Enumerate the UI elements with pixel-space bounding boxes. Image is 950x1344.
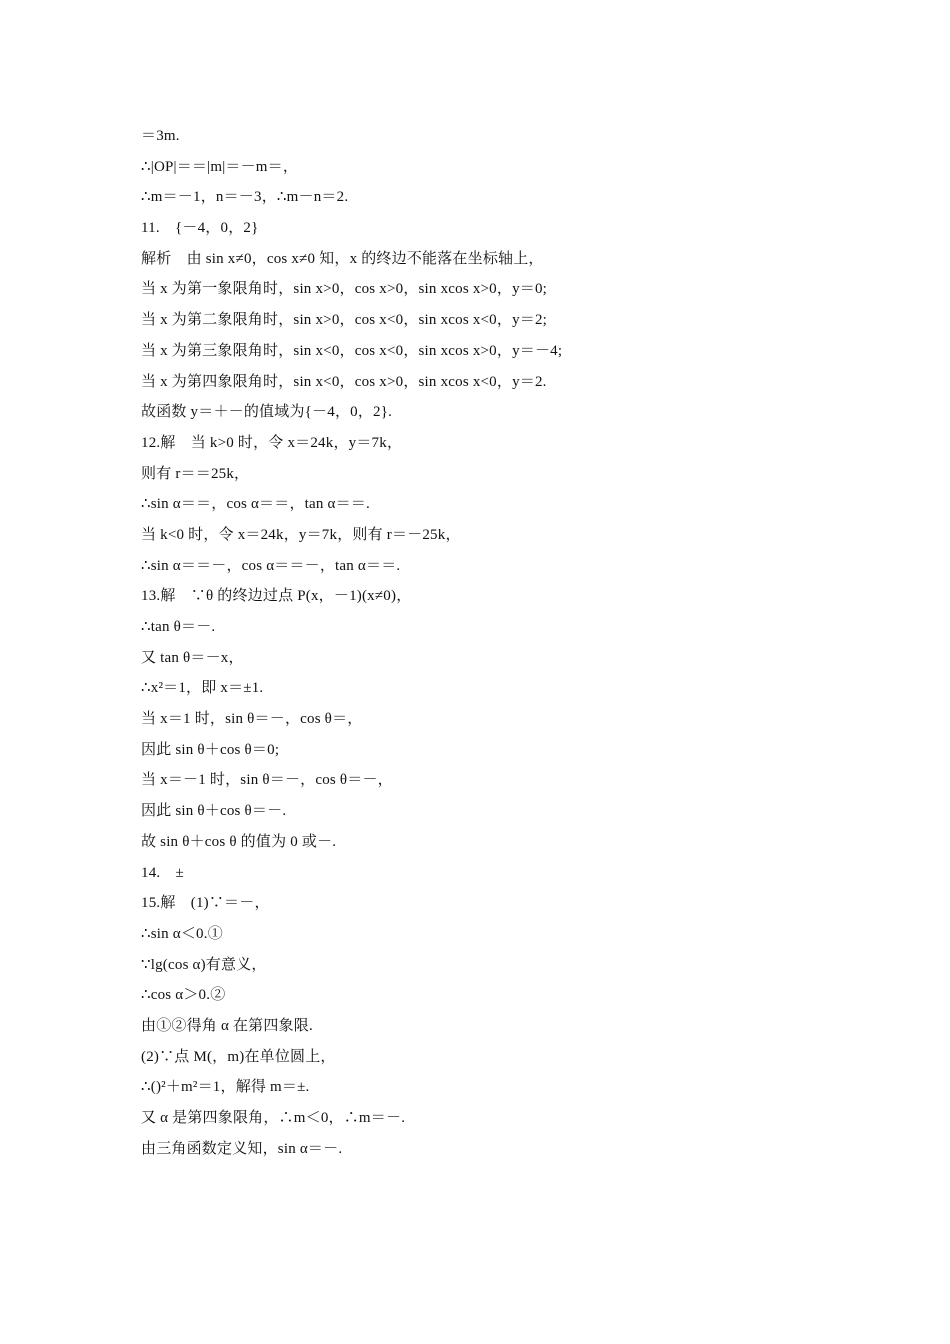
text-line: ∴sin α＝＝－，cos α＝＝－，tan α＝＝. xyxy=(141,557,401,574)
text-line: ＝3m. xyxy=(141,128,180,144)
text-line: 12.解 当 k>0 时，令 x＝24k，y＝7k， xyxy=(141,434,403,451)
text-line: 因此 sin θ＋cos θ＝－. xyxy=(141,803,287,820)
text-line: ∴|OP|＝＝|m|＝－m＝， xyxy=(141,158,299,175)
text-line: 故函数 y＝＋－的值域为{－4，0，2}. xyxy=(141,404,393,421)
text-line: ∴()²＋m²＝1，解得 m＝±. xyxy=(141,1079,310,1096)
text-line: 又 tan θ＝－x， xyxy=(141,649,244,666)
text-line: 由三角函数定义知，sin α＝－. xyxy=(141,1140,343,1157)
text-line: 由①②得角 α 在第四象限. xyxy=(141,1017,313,1034)
text-line: 14. ± xyxy=(141,864,184,881)
text-line: 又 α 是第四象限角，∴m＜0，∴m＝－. xyxy=(141,1110,406,1126)
text-line: ∴x²＝1，即 x＝±1. xyxy=(141,680,264,697)
text-line: 当 x＝－1 时，sin θ＝－，cos θ＝－， xyxy=(141,772,393,789)
text-line: ∴cos α＞0.② xyxy=(141,987,226,1004)
text-line: 则有 r＝＝25k， xyxy=(141,465,250,482)
text-line: 当 k<0 时，令 x＝24k，y＝7k，则有 r＝－25k， xyxy=(141,526,461,543)
text-line: ∴tan θ＝－. xyxy=(141,619,216,635)
text-line: ∵lg(cos α)有意义， xyxy=(141,956,267,973)
text-line: ∴sin α＜0.① xyxy=(141,925,223,942)
text-line: 当 x 为第一象限角时，sin x>0，cos x>0，sin xcos x>0，y＝0; xyxy=(141,281,548,298)
text-line: 13.解 ∵θ 的终边过点 P(x，－1)(x≠0)， xyxy=(141,588,412,605)
text-line: (2)∵点 M(，m)在单位圆上， xyxy=(141,1048,336,1065)
text-line: 因此 sin θ＋cos θ＝0; xyxy=(141,741,280,758)
text-line: 15.解 (1)∵＝－， xyxy=(141,895,270,912)
text-line: 当 x 为第四象限角时，sin x<0，cos x>0，sin xcos x<0，y＝2. xyxy=(141,373,547,390)
document-page xyxy=(141,121,841,1164)
text-line: ∴m＝－1，n＝－3，∴m－n＝2. xyxy=(141,189,349,206)
text-line: 当 x 为第二象限角时，sin x>0，cos x<0，sin xcos x<0，y＝2; xyxy=(141,312,548,329)
text-line: 解析 由 sin x≠0，cos x≠0 知，x 的终边不能落在坐标轴上， xyxy=(141,250,544,267)
text-line: 11. {－4，0，2} xyxy=(141,220,259,237)
text-line: 故 sin θ＋cos θ 的值为 0 或－. xyxy=(141,833,337,850)
text-line: 当 x＝1 时，sin θ＝－，cos θ＝， xyxy=(141,711,363,728)
text-line: ∴sin α＝＝，cos α＝＝，tan α＝＝. xyxy=(141,496,370,513)
text-line: 当 x 为第三象限角时，sin x<0，cos x<0，sin xcos x>0，y＝－4; xyxy=(141,342,563,359)
